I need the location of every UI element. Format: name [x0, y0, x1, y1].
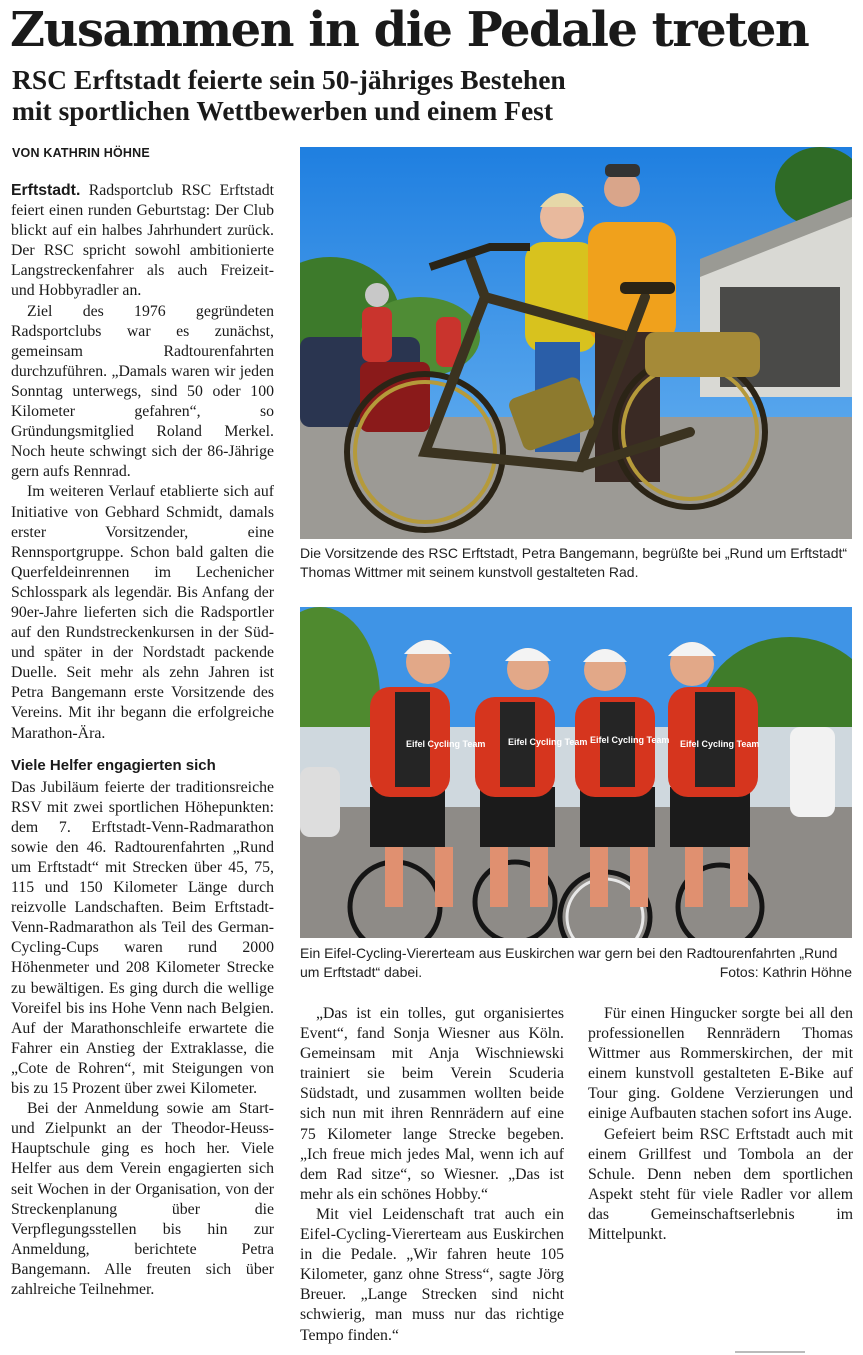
- paragraph-1: [11, 181, 274, 302]
- paragraph-8: Für einen Hingucker sorgte bei all den professionellen Rennrädern Thomas Wittmer aus Rommerskirchen, der mit einem kunstvoll gestalteten E-Bike auf Tour ging. Goldene Verzierungen und einige Aufbauten stachen sofort ins Auge.: [588, 1005, 853, 1123]
- paragraph-3: Im weiteren Verlauf etablierte sich auf Initiative von Gebhard Schmidt, damals erster Vorsitzender, eine Rennsportgruppe. Schon bald galten die Querfeldeinrennen im Lechenicher Schlosspark als legendär. Bis Anfang der 90er-Jahre lieferten sich die Radsportler auf den Rundstreckenkursen in der Süd- und später in der Nordstadt packende Duelle. Seit mehr als zehn Jahren ist Petra Bangemann erste Vorsitzende des Vereins. Mit ihr begann die erfolgreiche Marathon-Ära.: [11, 483, 274, 742]
- subheading: Viele Helfer engagierten sich: [11, 756, 216, 774]
- paragraph-6: „Das ist ein tolles, gut organisiertes Event“, fand Sonja Wiesner aus Köln. Gemeinsam mit Anja Wischniewski trainiert sie beim Verein Scuderia Südstadt, und zusammen wollten beide sich nun mit ihren Rennrädern auf eine 75 Kilometer lange Strecke begeben. „Ich freue mich jedes Mal, wenn ich auf dem Rad sitze“, so Wiesner. „Das ist mehr als ein schönes Hobby.“: [300, 1005, 564, 1203]
- byline: VON KATHRIN HÖHNE: [12, 146, 150, 160]
- article-column-2: [300, 1004, 564, 1346]
- jersey-text-2: Eifel Cycling Team: [508, 737, 588, 747]
- photo-ebike-owner-and-chair: [300, 147, 852, 539]
- column-end-rule: [735, 1351, 805, 1353]
- photo-credit: Fotos: Kathrin Höhne: [719, 963, 852, 980]
- photo-team-illustration: [300, 607, 852, 938]
- article-column-1: [11, 181, 274, 1300]
- paragraph-9: Gefeiert beim RSC Erftstadt auch mit einem Grillfest und Tombola an der Schule. Denn neben dem sportlichen Aspekt steht für viele Radler vor allem das Gemeinschaftserlebnis im Mittelpunkt.: [588, 1125, 853, 1244]
- jersey-text-3: Eifel Cycling Team: [590, 735, 670, 745]
- paragraph-1-text: Radsportclub RSC Erftstadt feiert einen runden Geburtstag: Der Club blickt auf ein halbes Jahrhundert zurück. Der RSC spricht sowohl ambitionierte Langstreckenfahrer als auch Freizeit- und Hobbyradler an.: [11, 182, 274, 300]
- photo-2-caption-text: Ein Eifel-Cycling-Viererteam aus Euskirchen war gern bei den Radtourenfahrten „Rund um Erftstadt“ dabei.: [300, 945, 838, 980]
- paragraph-5: Bei der Anmeldung sowie am Start- und Zielpunkt an der Theodor-Heuss-Hauptschule ging es hoch her. Viele Helfer aus dem Verein engagierten sich seit Wochen in der Organisation, von der Streckenplanung über die Verpflegungsstellen bis hin zur Anmeldung, berichtete Petra Bangemann. Alle freuten sich über zahlreiche Teilnehmer.: [11, 1100, 274, 1298]
- paragraph-4: Das Jubiläum feierte der traditionsreiche RSV mit zwei sportlichen Höhepunkten: dem 7. Erftstadt-Venn-Radmarathon sowie den 46. Radtourenfahrten „Rund um Erftstadt“ mit Strecken über 45, 75, 115 und 150 Kilometer Länge durch reizvolle Landschaften. Beim Erftstadt-Venn-Radmarathon als Teil des German-Cycling-Cups waren rund 2000 Höhenmeter und 208 Kilometer Strecke zu bewältigen. Es ging durch die wellige Voreifel bis ins Hohe Venn nach Belgien. Auf der Marathonschleife erwartete die Fahrer ein Anstieg der Extraklasse, die „Cote de Rohren“, mit Steigungen von bis zu 15 Prozent über zwei Kilometer.: [11, 778, 274, 1098]
- article-column-3: [588, 1004, 853, 1245]
- paragraph-7: Mit viel Leidenschaft trat auch ein Eifel-Cycling-Viererteam aus Euskirchen in die Pedale. „Wir fahren heute 105 Kilometer, ganz ohne Stress“, sagte Jörg Breuer. „Lange Strecken sind nicht schwierig, man muss nur das richtige Tempo finden.“: [300, 1205, 564, 1344]
- dateline: Erftstadt.: [11, 182, 81, 199]
- subheadline-line-1: RSC Erftstadt feierte sein 50-jähriges Bestehen: [12, 64, 566, 95]
- photo-cycling-team: [300, 607, 852, 938]
- photo-ebike-illustration: [300, 147, 852, 539]
- paragraph-2: Ziel des 1976 gegründeten Radsportclubs war es zunächst, gemeinsam Radtourenfahrten durchzuführen. „Damals waren wir jeden Sonntag unterwegs, sind 50 oder 100 Kilometer gefahren“, so Gründungsmitglied Roland Merkel. Noch heute schwingt sich der 86-Jährige gern aufs Rennrad.: [11, 302, 274, 481]
- jersey-text-1: Eifel Cycling Team: [406, 739, 486, 749]
- photo-1-caption: Die Vorsitzende des RSC Erftstadt, Petra Bangemann, begrüßte bei „Rund um Erftstadt“ Thomas Wittmer mit seinem kunstvoll gestalteten Rad.: [300, 545, 848, 580]
- photo-2-caption: [300, 944, 852, 981]
- subheadline-line-2: mit sportlichen Wettbewerben und einem Fest: [12, 95, 554, 126]
- headline: Zusammen in die Pedale treten: [10, 2, 809, 58]
- jersey-text-4: Eifel Cycling Team: [680, 739, 760, 749]
- subheadline: [12, 64, 852, 126]
